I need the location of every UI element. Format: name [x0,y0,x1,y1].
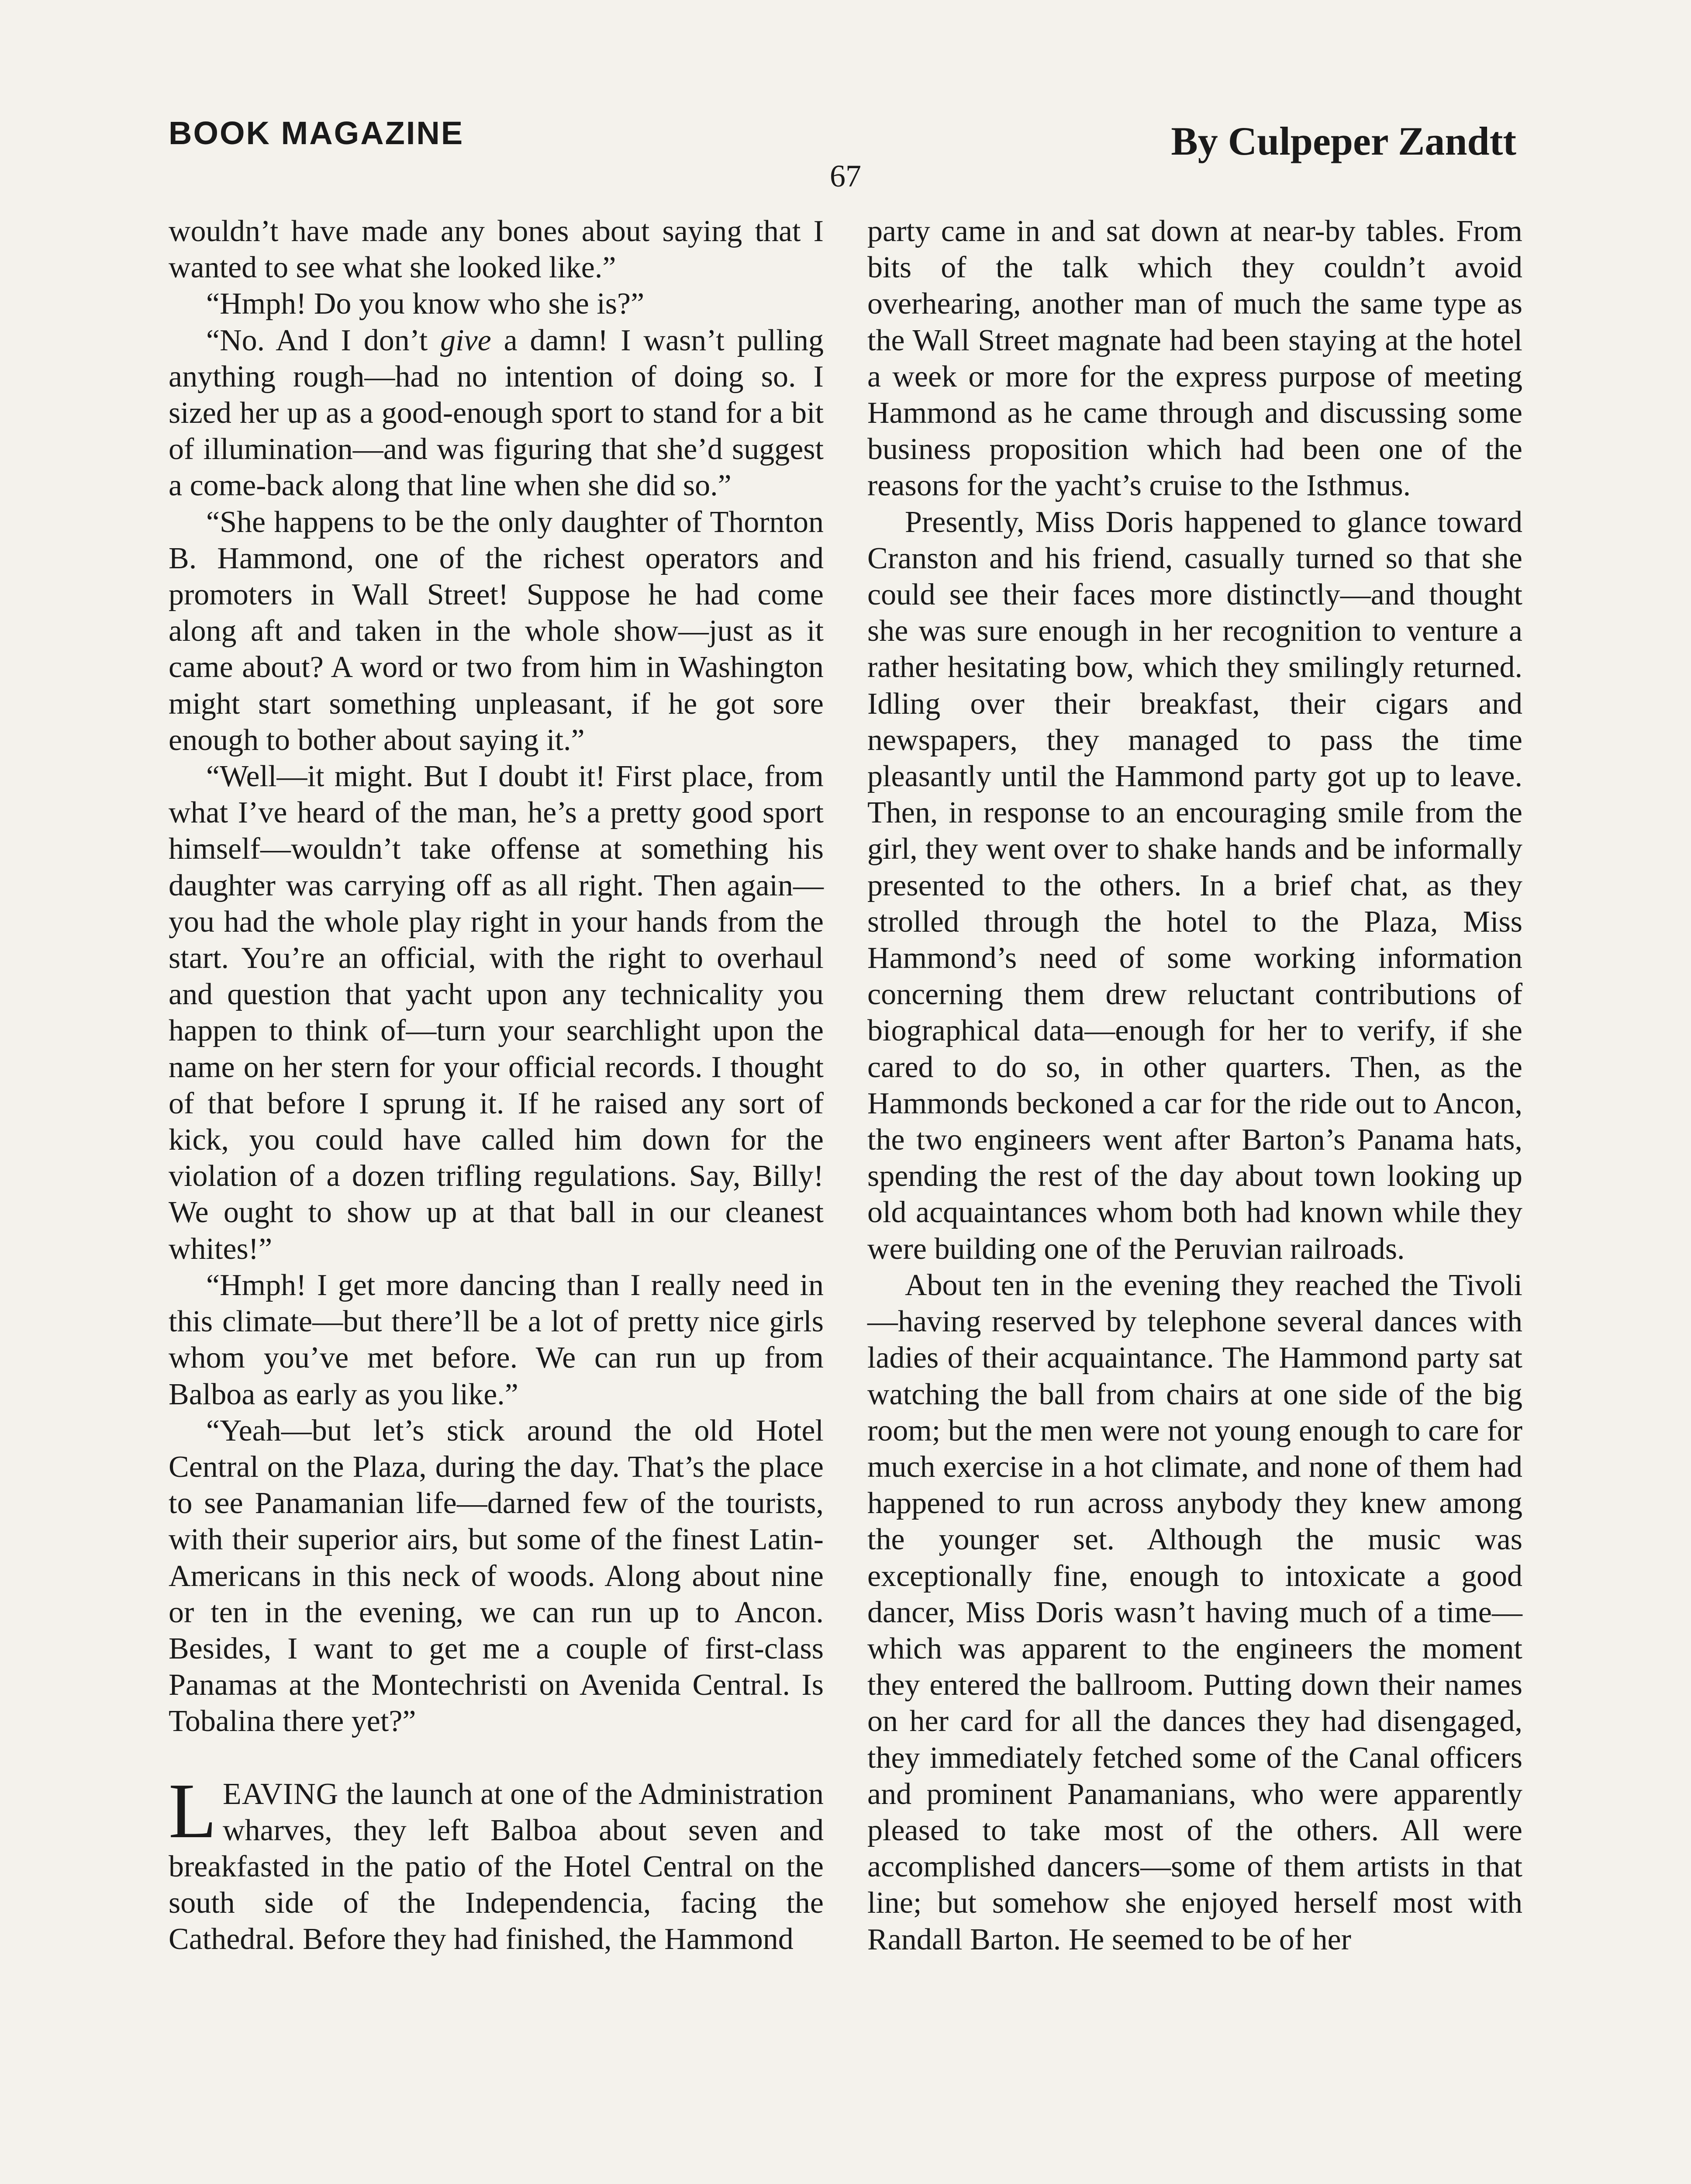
paragraph: “Yeah—but let’s stick around the old Hotel Central on the Plaza, during the day. That’s the place to see Panamanian life—darned few of the tourists, with their superior airs, but some of the finest Latin-Americans in this neck of woods. Along about nine or ten in the evening, we can run up to Ancon. Besides, I want to get me a couple of first-class Panamas at the Montechristi on Avenida Central. Is Tobalina there yet?” [169,1413,824,1738]
text-column-right [867,213,1522,1958]
paragraph-text: a damn! I wasn’t pulling anything rough—had no intention of doing so. I sized her up as a good-enough sport to stand for a bit of illumination—and was figuring that she’d suggest a come-back along that line when she did so.” [169,323,824,503]
paragraph: party came in and sat down at near-by tables. From bits of the talk which they couldn’t avoid overhearing, another man of much the same type as the Wall Street magnate had been staying at the hotel a week or more for the express purpose of meeting Hammond as he came through and discussing some business proposition which had been one of the reasons for the yacht’s cruise to the Isthmus. [867,214,1522,503]
magazine-title: BOOK MAGAZINE [169,115,464,151]
paragraph: “Hmph! Do you know who she is?” [206,287,645,321]
paragraph: About ten in the evening they reached the Tivoli—having reserved by telephone several dances with ladies of their acquaintance. The Hammond party sat watching the ball from chairs at one side of the big room; but the men were not young enough to care for much exercise in a hot climate, and none of them had happened to run across anybody they knew among the younger set. Although the music was exceptionally fine, enough to intoxicate a good dancer, Miss Doris wasn’t having much of a time—which was apparent to the engineers the moment they entered the ballroom. Putting down their names on her card for all the dances they had disengaged, they immediately fetched some of the Canal officers and prominent Panamanians, who were apparently pleased to take most of the others. All were accomplished dancers—some of them artists in that line; but somehow she enjoyed herself most with Randall Barton. He seemed to be of her [867,1268,1522,1956]
small-caps-lead: EAVING [222,1777,339,1811]
paragraph: wouldn’t have made any bones about saying that I wanted to see what she looked like.” [169,214,824,285]
paragraph [169,322,824,504]
author-byline: By Culpeper Zandtt [1171,119,1516,163]
section-opening-paragraph [169,1767,824,1958]
page-number: 67 [830,159,861,194]
paragraph: “Well—it might. But I doubt it! First place, from what I’ve heard of the man, he’s a pretty good sport himself—wouldn’t take offense at something his daughter was carrying off as all right. Then again—you had the whole play right in your hands from the start. You’re an official, with the right to overhaul and question that yacht upon any technicality you happen to think of—turn your searchlight upon the name on her stern for your official records. I thought of that before I sprung it. If he raised any sort of kick, you could have called him down for the violation of a dozen trifling regulations. Say, Billy! We ought to show up at that ball in our cleanest whites!” [169,760,824,1266]
paragraph: “She happens to be the only daughter of Thornton B. Hammond, one of the richest operators and promoters in Wall Street! Suppose he had come along aft and taken in the whole show—just as it came about? A word or two from him in Washington might start something unpleasant, if he got sore enough to bother about saying it.” [169,505,824,757]
paragraph-text: the launch at one of the Administration wharves, they left Balboa about seven and breakfasted in the patio of the Hotel Central on the south side of the Independencia, facing the Cathedral. Before they had finished, the Hammond [169,1777,824,1956]
paragraph: “Hmph! I get more dancing than I really need in this climate—but there’ll be a lot of pretty nice girls whom you’ve met before. We can run up from Balboa as early as you like.” [169,1268,824,1411]
emphasis-text: give [440,323,491,357]
paragraph: Presently, Miss Doris happened to glance toward Cranston and his friend, casually turned so that she could see their faces more distinctly—and thought she was sure enough in her recognition to venture a rather hesitating bow, which they smilingly returned. Idling over their breakfast, their cigars and newspapers, they managed to pass the time pleasantly until the Hammond party got up to leave. Then, in response to an encouraging smile from the girl, they went over to shake hands and be informally presented to the others. In a brief chat, as they strolled through the hotel to the Plaza, Miss Hammond’s need of some working information concerning them drew reluctant contributions of biographical data—enough for her to verify, if she cared to do so, in other quarters. Then, as the Hammonds beckoned a car for the ride out to Ancon, the two engineers went after Barton’s Panama hats, spending the rest of the day about town looking up old acquaintances whom both had known while they were building one of the Peruvian railroads. [867,505,1522,1266]
text-column-left [169,213,824,1958]
paragraph-text: “No. And I don’t [206,323,441,357]
drop-cap: L [169,1767,217,1854]
